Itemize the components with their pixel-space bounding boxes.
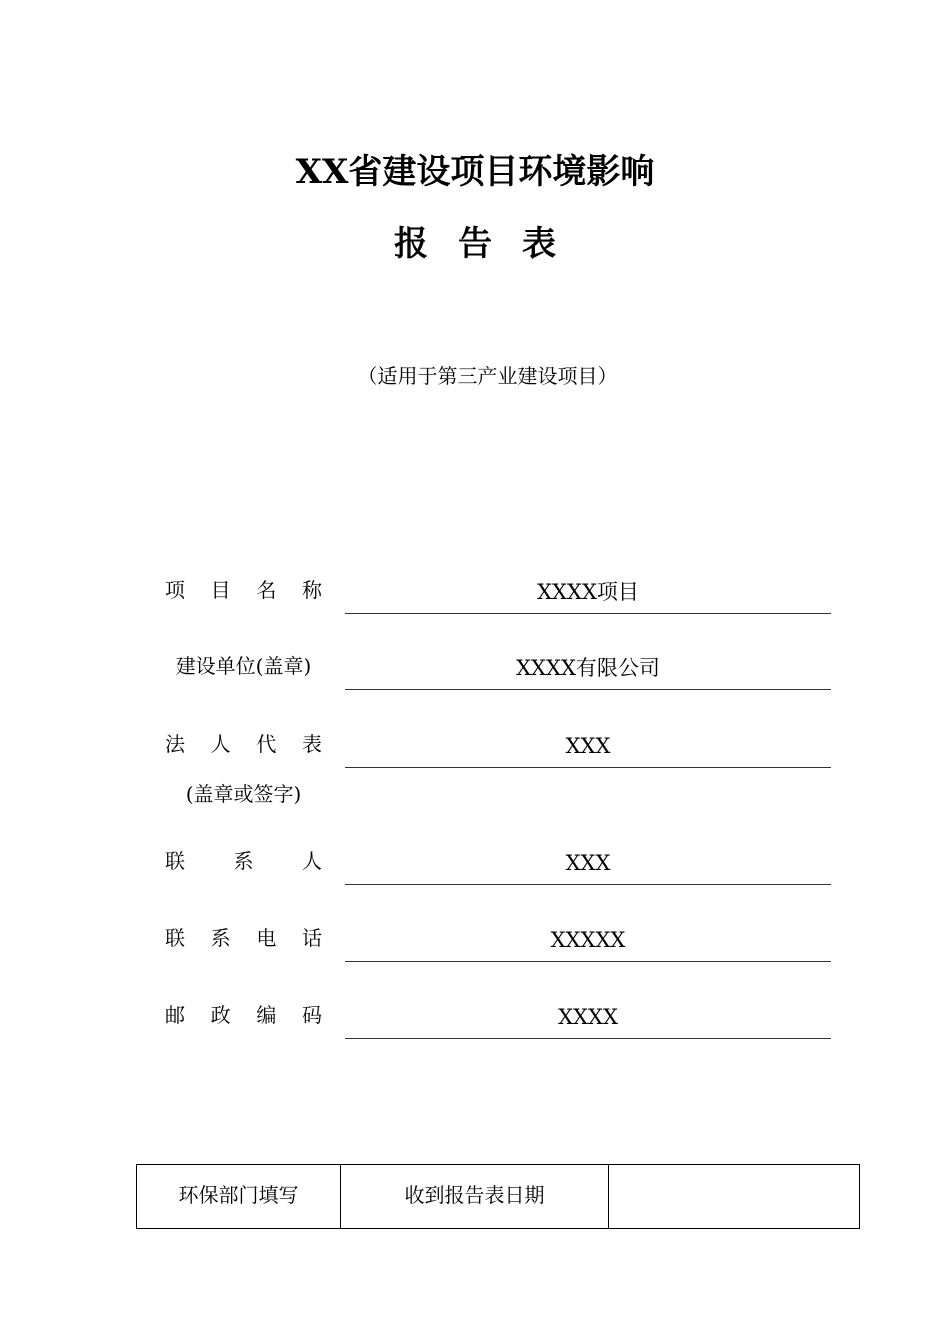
- label-postal-code: 邮 政 编 码: [165, 1003, 322, 1027]
- cell-received-date-value[interactable]: [609, 1165, 859, 1228]
- label-phone: 联 系 电 话: [165, 926, 322, 950]
- value-postal-code: XXXX: [345, 999, 831, 1039]
- label-project-name: 项 目 名 称: [165, 578, 322, 602]
- cell-received-date-label: 收到报告表日期: [341, 1165, 609, 1228]
- label-legal-rep: 法 人 代 表: [165, 732, 322, 756]
- cell-dept-fill: 环保部门填写: [137, 1165, 341, 1228]
- value-project-name: XXXX项目: [345, 574, 831, 614]
- label-construction-unit: 建设单位(盖章): [175, 654, 312, 678]
- value-legal-rep: XXX: [345, 728, 831, 768]
- value-contact: XXX: [345, 845, 831, 885]
- value-construction-unit: XXXX有限公司: [345, 650, 831, 690]
- label-contact: 联 系 人: [165, 849, 322, 873]
- label-legal-rep-sub: (盖章或签字): [185, 782, 302, 806]
- footer-table: [136, 1164, 860, 1229]
- value-phone: XXXXX: [345, 922, 831, 962]
- document-subtitle-report-form: 报告表: [394, 224, 586, 264]
- applicability-note: （适用于第三产业建设项目）: [357, 364, 618, 388]
- document-title: XX省建设项目环境影响: [295, 152, 655, 192]
